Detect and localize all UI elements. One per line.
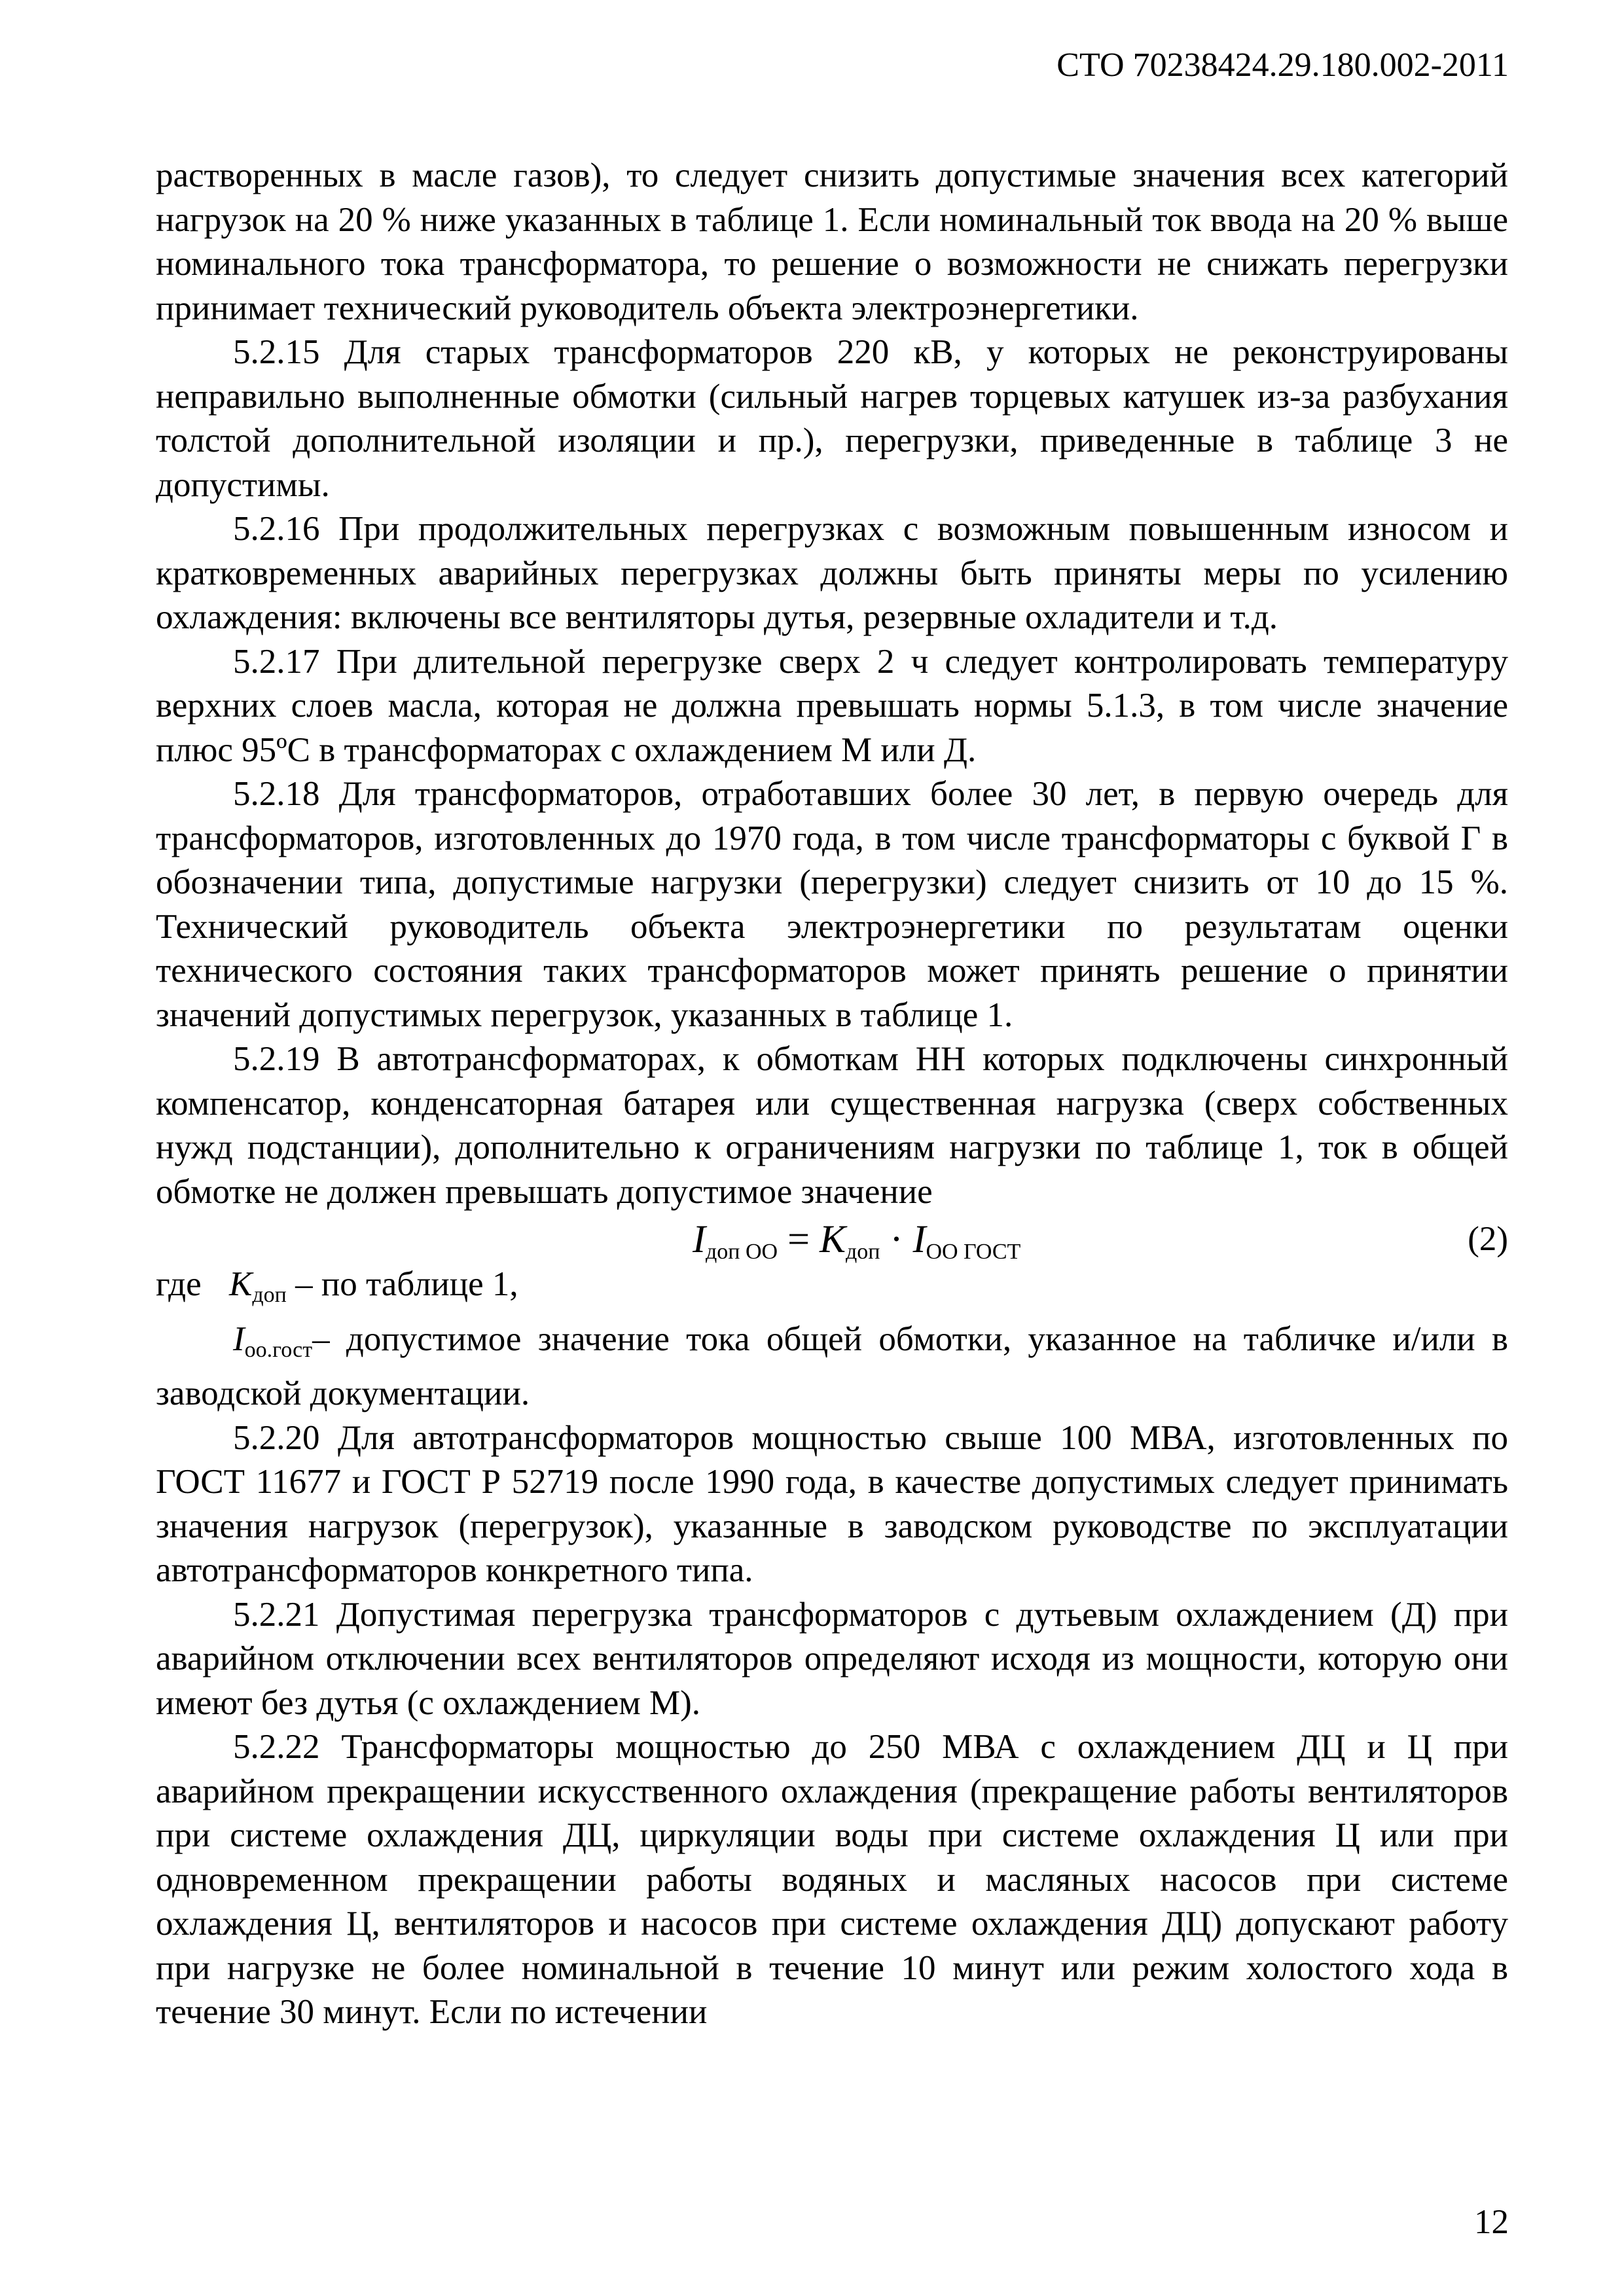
formula-row (156, 1215, 1508, 1263)
formula-k-subscript: доп (845, 1240, 880, 1264)
paragraph-5-2-20: 5.2.20 Для автотрансформаторов мощностью свыше 100 МВА, изготовленных по ГОСТ 11677 и ГОСТ Р 52719 после 1990 года, в качестве допустимых следует принимать значения нагрузок (перегрузок), указанные в заводском руководстве по эксплуатации автотрансформаторов конкретного типа. (156, 1418, 1508, 1589)
document-body (156, 154, 1508, 2035)
paragraph-5-2-16: 5.2.16 При продолжительных перегрузках с возможным повышенным износом и кратковременных аварийных перегрузках должны быть приняты меры по усилению охлаждения: включены все вентиляторы дутья, резервные охладители и т.д. (156, 510, 1508, 636)
definition-k-symbol: $K_{доп}$ (229, 1265, 287, 1307)
formula-lhs-subscript: доп ОО (705, 1240, 778, 1264)
paragraph-5-2-17: 5.2.17 При длительной перегрузке сверх 2 ч следует контролировать температуру верхних слоев масла, которая не должна превышать нормы 5.1.3, в том числе значение плюс 95ºС в трансформаторах с охлаждением М или Д. (156, 642, 1508, 769)
definition-k-subscript: доп (252, 1283, 287, 1307)
formula-rhs-symbol: I (912, 1217, 926, 1261)
formula-multiply-dot: · (890, 1217, 903, 1261)
paragraph-continuation: растворенных в масле газов), то следует снизить допустимые значения всех категорий нагрузок на 20 % ниже указанных в таблице 1. Если номинальный ток ввода на 20 % выше номинального тока трансформатора, то решение о возможности не снижать перегрузки принимает технический руководитель объекта электроэнергетики. (156, 156, 1508, 327)
formula-2 (693, 1215, 1020, 1276)
definition-k-text: – по таблице 1, (295, 1265, 518, 1303)
formula-k-symbol: K (819, 1217, 846, 1261)
paragraph-5-2-15: 5.2.15 Для старых трансформаторов 220 кВ, у которых не реконструированы неправильно выполненные обмотки (сильный нагрев торцевых катушек из-за разбухания толстой дополнительной изоляции и пр.), перегрузки, приведенные в таблице 3 не допустимы. (156, 333, 1508, 504)
formula-equals: = (787, 1217, 810, 1261)
definition-i (156, 1318, 1508, 1416)
paragraph-5-2-21: 5.2.21 Допустимая перегрузка трансформаторов с дутьевым охлаждением (Д) при аварийном отключении всех вентиляторов определяют исходя из мощности, которую они имеют без дутья (с охлаждением М). (156, 1595, 1508, 1722)
formula-rhs-subscript: ОО ГОСТ (926, 1240, 1021, 1264)
document-code-header: СТО 70238424.29.180.002-2011 (1056, 46, 1509, 84)
definition-i-subscript: оо.гост (244, 1337, 313, 1362)
page-number: 12 (1474, 2203, 1509, 2241)
formula-lhs-symbol: I (693, 1217, 706, 1261)
paragraph-5-2-22: 5.2.22 Трансформаторы мощностью до 250 МВА с охлаждением ДЦ и Ц при аварийном прекращении искусственного охлаждения (прекращение работы вентиляторов при системе охлаждения ДЦ, циркуляции воды при системе охлаждения Ц или при одновременном прекращении работы водяных и масляных насосов при системе охлаждения Ц, вентиляторов и насосов при системе охлаждения ДЦ) допускают работу при нагрузке не более номинальной в течение 10 минут или режим холостого хода в течение 30 минут. Если по истечении (156, 1728, 1508, 2031)
definition-i-symbol: $I_{оо.гост}$ (233, 1319, 313, 1362)
paragraph-5-2-19: 5.2.19 В автотрансформаторах, к обмоткам НН которых подключены синхронный компенсатор, конденсаторная батарея или существенная нагрузка (сверх собственных нужд подстанции), дополнительно к ограничениям нагрузки по таблице 1, ток в общей обмотке не должен превышать допустимое значение (156, 1040, 1508, 1211)
paragraph-5-2-18: 5.2.18 Для трансформаторов, отработавших более 30 лет, в первую очередь для трансформаторов, изготовленных до 1970 года, в том числе трансформаторы с буквой Г в обозначении типа, допустимые нагрузки (перегрузки) следует снизить от 10 до 15 %. Технический руководитель объекта электроэнергетики по результатам оценки технического состояния таких трансформаторов может принять решение о принятии значений допустимых перегрузок, указанных в таблице 1. (156, 775, 1508, 1034)
definition-i-text: – допустимое значение тока общей обмотки, указанное на табличке и/или в заводской документации. (156, 1319, 1508, 1412)
formula-number: (2) (1468, 1220, 1508, 1258)
where-word: где (156, 1265, 202, 1303)
